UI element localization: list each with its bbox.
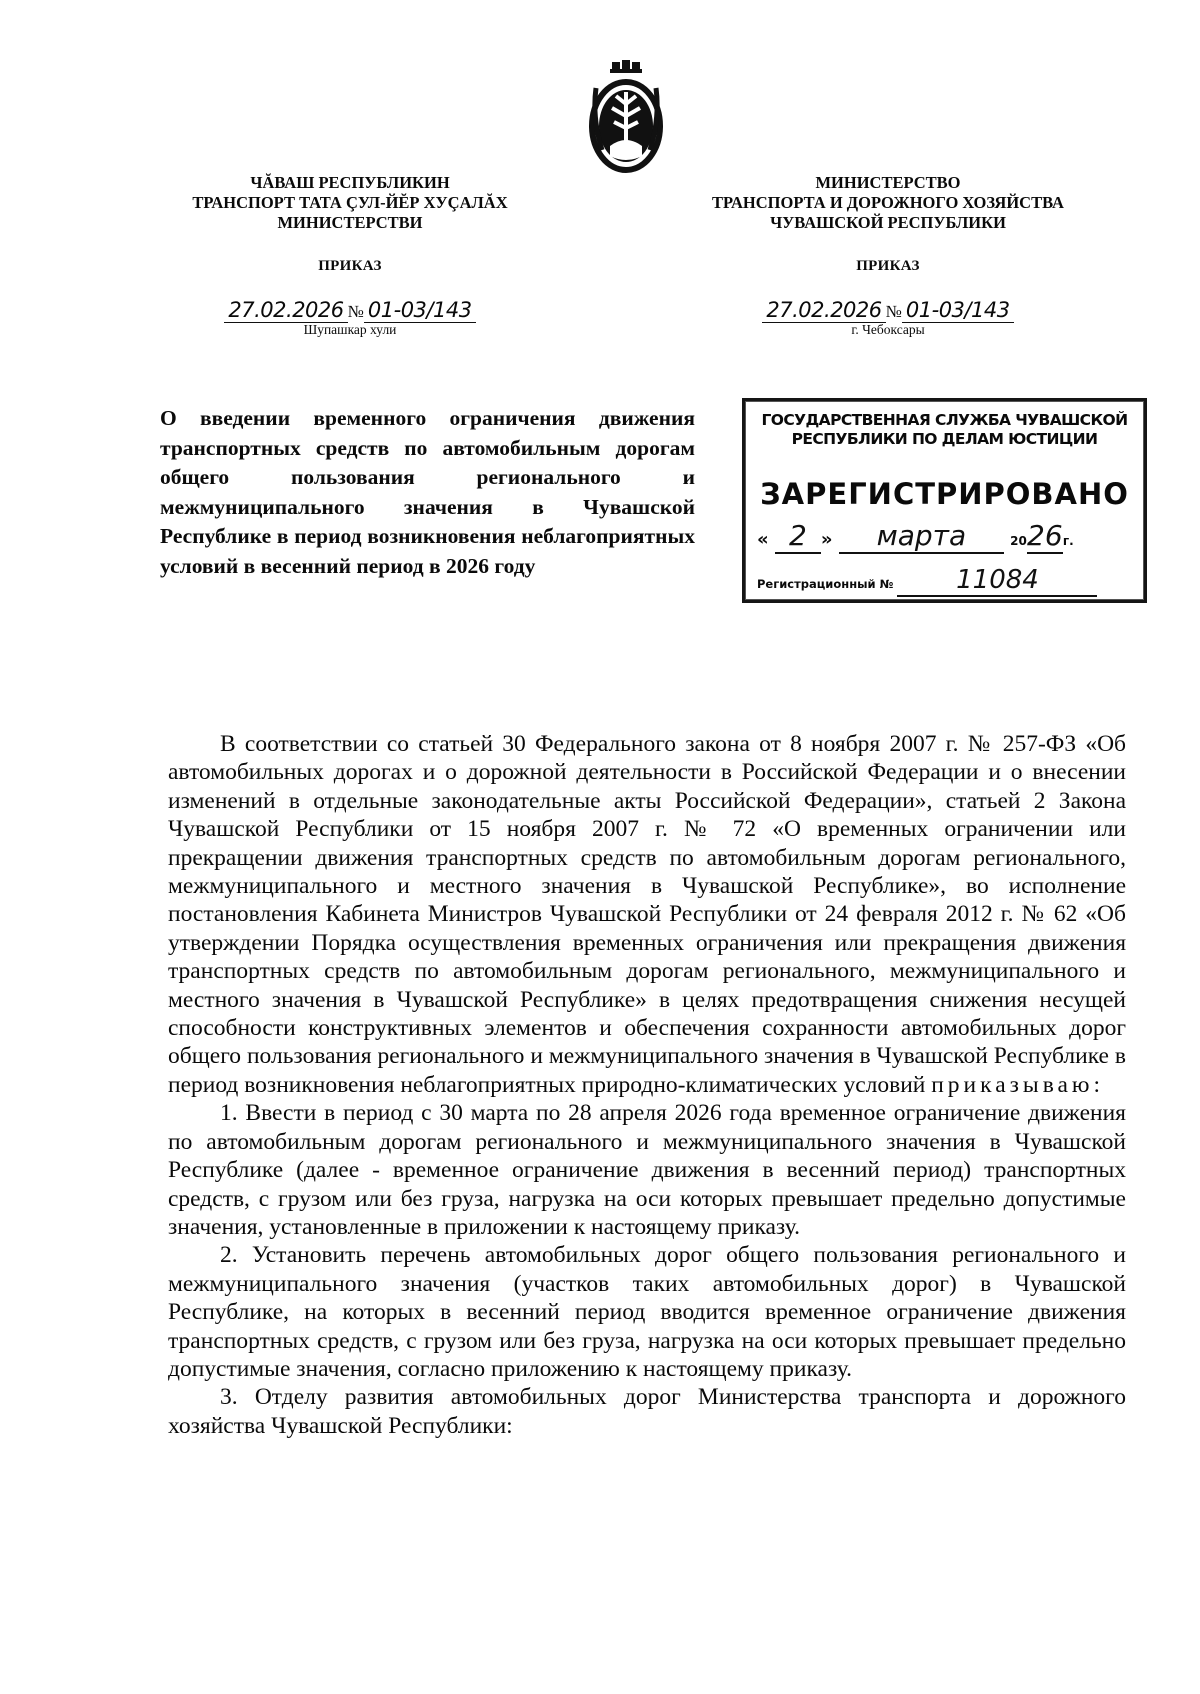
preamble-text: В соответствии со статьей 30 Федерального закона от 8 ноября 2007 г. № 257-ФЗ «Об автомобильных дорогах и о дорожной деятельности в Российской Федерации и о внесении изменений в отдельные законодательные акты Российской Федерации», статьей 2 Закона Чувашской Республики от 15 ноября 2007 г. № 72 «О временных ограничении или прекращении движения транспортных средств по автомобильным дорогам регионального, межмуниципального и местного значения в Чувашской Республике», во исполнение постановления Кабинета Министров Чувашской Республики от 24 февраля 2012 г. № 62 «Об утверждении Порядка осуществления временных ограничения или прекращения движения транспортных средств по автомобильным дорогам регионального, межмуниципального и местного значения в Чувашской Республике» в целях предотвращения снижения несущей способности конструктивных элементов и обеспечения сохранности автомобильных дорог общего пользования регионального и межмуниципального значения в Чувашской Республике в период возникновения неблагоприятных природно-климатических условий [168, 731, 1126, 1098]
doc-type-left: ПРИКАЗ [318, 258, 382, 274]
header-right-line-1: МИНИСТЕРСТВО [815, 173, 961, 192]
stamp-registered-label: ЗАРЕГИСТРИРОВАНО [760, 477, 1129, 511]
stamp-reg-number-handwritten: 11084 [956, 565, 1039, 595]
handwritten-date-right: 27.02.2026 [762, 298, 885, 323]
coat-of-arms-emblem [588, 58, 664, 176]
stamp-reg-number-row [757, 565, 1137, 597]
header-left-line-1: ЧĂВАШ РЕСПУБЛИКИН [250, 173, 450, 192]
header-left-line-2: ТРАНСПОРТ ТАТА ÇУЛ-ЙĔР ХУÇАЛĂХ [192, 193, 508, 212]
date-block-left [150, 298, 550, 338]
handwritten-number-right: 01-03/143 [902, 298, 1014, 323]
number-sign-right: № [885, 302, 902, 321]
date-block-right [688, 298, 1088, 338]
stamp-month-handwritten: марта [876, 519, 967, 552]
stamp-year-end: г. [1062, 534, 1074, 548]
doc-type-right: ПРИКАЗ [856, 258, 920, 274]
document-title: О введении временного ограничения движения транспортных средств по автомобильным дорогам общего пользования регионального и межмуниципального значения в Чувашской Республике в период возникновения неблагоприятных условий в весенний период в 2026 году [160, 406, 695, 578]
place-left: Шупашкар хули [303, 322, 397, 337]
header-right-line-2: ТРАНСПОРТА И ДОРОЖНОГО ХОЗЯЙСТВА [712, 193, 1064, 212]
stamp-day-handwritten: 2 [789, 519, 807, 552]
document-body [168, 730, 1126, 1440]
stamp-authority-line-2: РЕСПУБЛИКИ ПО ДЕЛАМ ЮСТИЦИИ [791, 430, 1098, 448]
stamp-reg-label: Регистрационный № [757, 577, 894, 591]
body-paragraph-1: 1. Ввести в период с 30 марта по 28 апреля 2026 года временное ограничение движения по автомобильным дорогам регионального и межмуниципального значения в Чувашской Республике (далее - временное ограничение движения в весенний период) транспортных средств, с грузом или без груза, нагрузка на оси которых превышает предельно допустимые значения, установленные в приложении к настоящему приказу. [168, 1100, 1126, 1240]
handwritten-number-left: 01-03/143 [364, 298, 476, 323]
body-paragraph-3: 3. Отделу развития автомобильных дорог Министерства транспорта и дорожного хозяйства Чувашской Республики: [168, 1384, 1126, 1439]
registration-stamp [742, 398, 1147, 603]
order-word: приказываю: [931, 1071, 1105, 1098]
header-right-line-3: ЧУВАШСКОЙ РЕСПУБЛИКИ [770, 213, 1006, 232]
stamp-quote-close: » [820, 529, 833, 550]
stamp-year-handwritten: 26 [1027, 519, 1063, 552]
stamp-authority [755, 411, 1134, 449]
stamp-date-row [757, 519, 1137, 553]
body-paragraph-2: 2. Установить перечень автомобильных дорог общего пользования регионального и межмуниципального значения (участков таких автомобильных дорог) в Чувашской Республике, на которых в весенний период вводится временное ограничение движения транспортных средств, с грузом или без груза, нагрузка на оси которых превышает предельно допустимые значения, согласно приложению к настоящему приказу. [168, 1242, 1126, 1382]
stamp-year-prefix: 20 [1010, 534, 1027, 548]
place-right: г. Чебоксары [851, 322, 925, 337]
body-paragraph-preamble [168, 730, 1126, 1099]
handwritten-date-left: 27.02.2026 [224, 298, 347, 323]
stamp-quote-open: « [757, 529, 769, 550]
number-sign-left: № [347, 302, 364, 321]
header-right-ministry-russian [688, 173, 1088, 233]
header-left-ministry-chuvash [150, 173, 550, 233]
stamp-authority-line-1: ГОСУДАРСТВЕННАЯ СЛУЖБА ЧУВАШСКОЙ [761, 411, 1128, 429]
header-left-line-3: МИНИСТЕРСТВИ [277, 213, 423, 232]
